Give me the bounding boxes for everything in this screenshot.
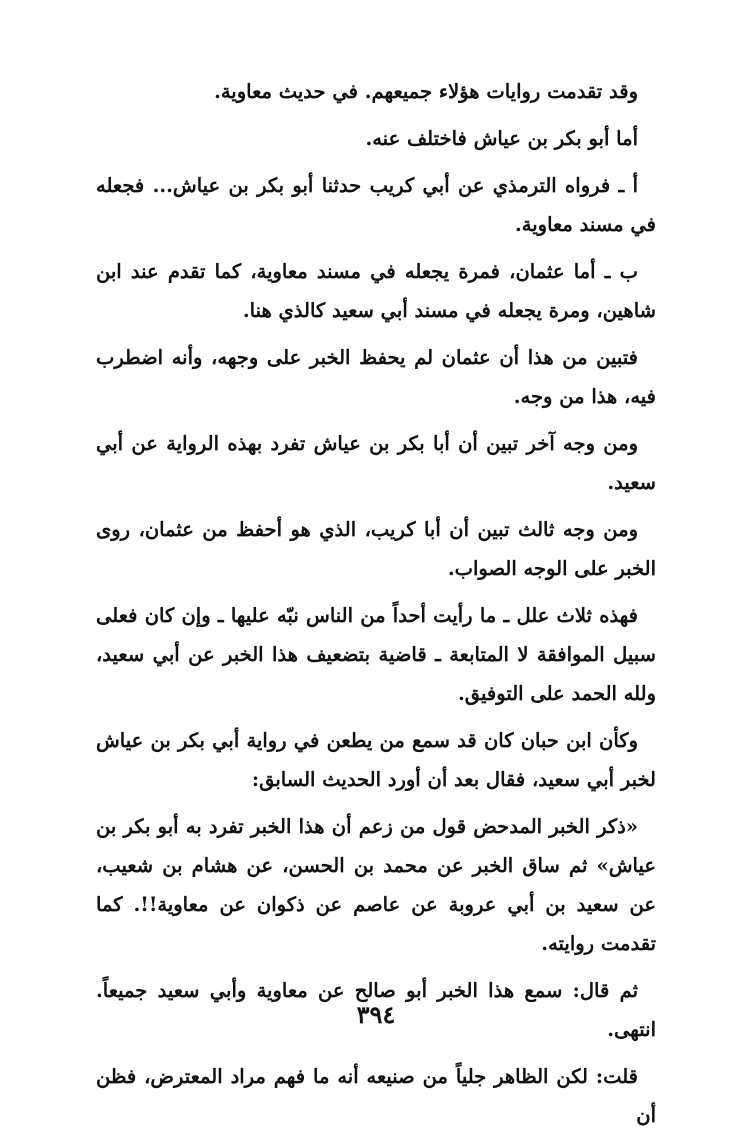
page-body-text bbox=[96, 72, 656, 1143]
paragraph: وقد تقدمت روايات هؤلاء جميعهم. في حديث معاوية. bbox=[214, 80, 638, 103]
paragraph: فهذه ثلاث علل ـ ما رأيت أحداً من الناس نبّه عليها ـ وإن كان فعلى سبيل الموافقة لا المتابعة ـ قاضية بتضعيف هذا الخبر عن أبي سعيد، ولله الحمد على التوفيق. bbox=[96, 604, 656, 705]
paragraph: ومن وجه ثالث تبين أن أبا كريب، الذي هو أحفظ من عثمان، روى الخبر على الوجه الصواب. bbox=[96, 518, 656, 580]
paragraph: وكأن ابن حبان كان قد سمع من يطعن في رواية أبي بكر بن عياش لخبر أبي سعيد، فقال بعد أن أورد الحديث السابق: bbox=[96, 729, 656, 791]
paragraph: أ ـ فرواه الترمذي عن أبي كريب حدثنا أبو بكر بن عياش... فجعله في مسند معاوية. bbox=[96, 174, 656, 236]
paragraph: «ذكر الخبر المدحض قول من زعم أن هذا الخبر تفرد به أبو بكر بن عياش» ثم ساق الخبر عن محمد بن الحسن، عن هشام بن شعيب، عن سعيد بن أبي عروبة عن عاصم عن ذكوان عن معاوية!!. كما تقدمت روايته. bbox=[96, 815, 656, 955]
paragraph: ب ـ أما عثمان، فمرة يجعله في مسند معاوية، كما تقدم عند ابن شاهين، ومرة يجعله في مسند أبي سعيد كالذي هنا. bbox=[96, 260, 656, 322]
paragraph: ثم قال: سمع هذا الخبر أبو صالح عن معاوية وأبي سعيد جميعاً. انتهى. bbox=[96, 979, 656, 1041]
paragraph: فتبين من هذا أن عثمان لم يحفظ الخبر على وجهه، وأنه اضطرب فيه، هذا من وجه. bbox=[96, 346, 656, 408]
paragraph: ومن وجه آخر تبين أن أبا بكر بن عياش تفرد بهذه الرواية عن أبي سعيد. bbox=[96, 432, 656, 494]
paragraph: قلت: لكن الظاهر جلياً من صنيعه أنه ما فهم مراد المعترض، فظن أن bbox=[96, 1065, 656, 1127]
page-number: ٣٩٤ bbox=[356, 1000, 396, 1029]
paragraph: أما أبو بكر بن عياش فاختلف عنه. bbox=[365, 127, 638, 150]
